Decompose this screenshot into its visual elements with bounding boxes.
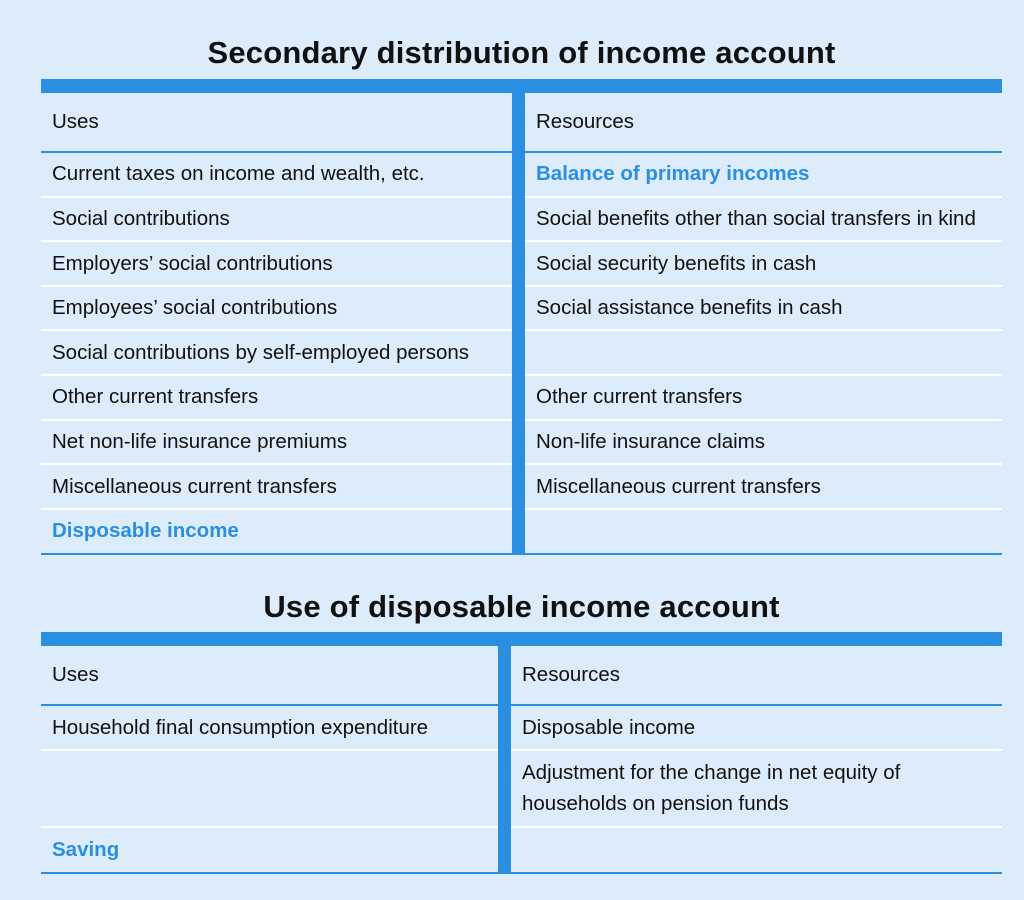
uses-row: Other current transfers (41, 376, 512, 421)
resources-row: Non-life insurance claims (525, 421, 1002, 466)
uses-header: Uses (41, 646, 498, 706)
resources-column (525, 93, 1002, 553)
balancing-item-primary-incomes: Balance of primary incomes (525, 153, 1002, 198)
resources-row (511, 751, 1002, 828)
resources-column (511, 646, 1002, 872)
secondary-distribution-title: Secondary distribution of income account (207, 35, 836, 70)
column-divider (498, 646, 511, 872)
uses-column (41, 646, 498, 872)
resources-row (525, 510, 1002, 553)
resources-row: Other current transfers (525, 376, 1002, 421)
resources-row: Social assistance benefits in cash (525, 287, 1002, 332)
secondary-distribution-table (41, 79, 1002, 555)
balancing-item-saving: Saving (52, 838, 120, 862)
resources-row: Social security benefits in cash (525, 242, 1002, 287)
uses-row: Social contributions by self-employed persons (41, 331, 512, 376)
resources-row: Social benefits other than social transfers in kind (525, 198, 1002, 243)
resources-row: Disposable income (511, 706, 1002, 751)
use-of-disposable-income-table (41, 632, 1002, 874)
uses-row: Miscellaneous current transfers (41, 465, 512, 510)
resources-header: Resources (525, 93, 1002, 153)
column-divider (512, 93, 525, 553)
resources-row (511, 828, 1002, 872)
uses-row: Current taxes on income and wealth, etc. (41, 153, 512, 198)
pension-adjustment-text: Adjustment for the change in net equity of households on pension funds (522, 760, 901, 815)
resources-header: Resources (511, 646, 1002, 706)
uses-row: Employers’ social contributions (41, 242, 512, 287)
uses-row: Employees’ social contributions (41, 287, 512, 332)
uses-row: Net non-life insurance premiums (41, 421, 512, 466)
use-of-disposable-income-title: Use of disposable income account (263, 589, 780, 624)
resources-row: Miscellaneous current transfers (525, 465, 1002, 510)
uses-row: Social contributions (41, 198, 512, 243)
uses-row (41, 751, 498, 828)
balancing-item-disposable-income: Disposable income (52, 519, 239, 543)
uses-row: Household final consumption expenditure (41, 706, 498, 751)
uses-header: Uses (41, 93, 512, 153)
resources-row (525, 331, 1002, 376)
uses-column (41, 93, 512, 553)
